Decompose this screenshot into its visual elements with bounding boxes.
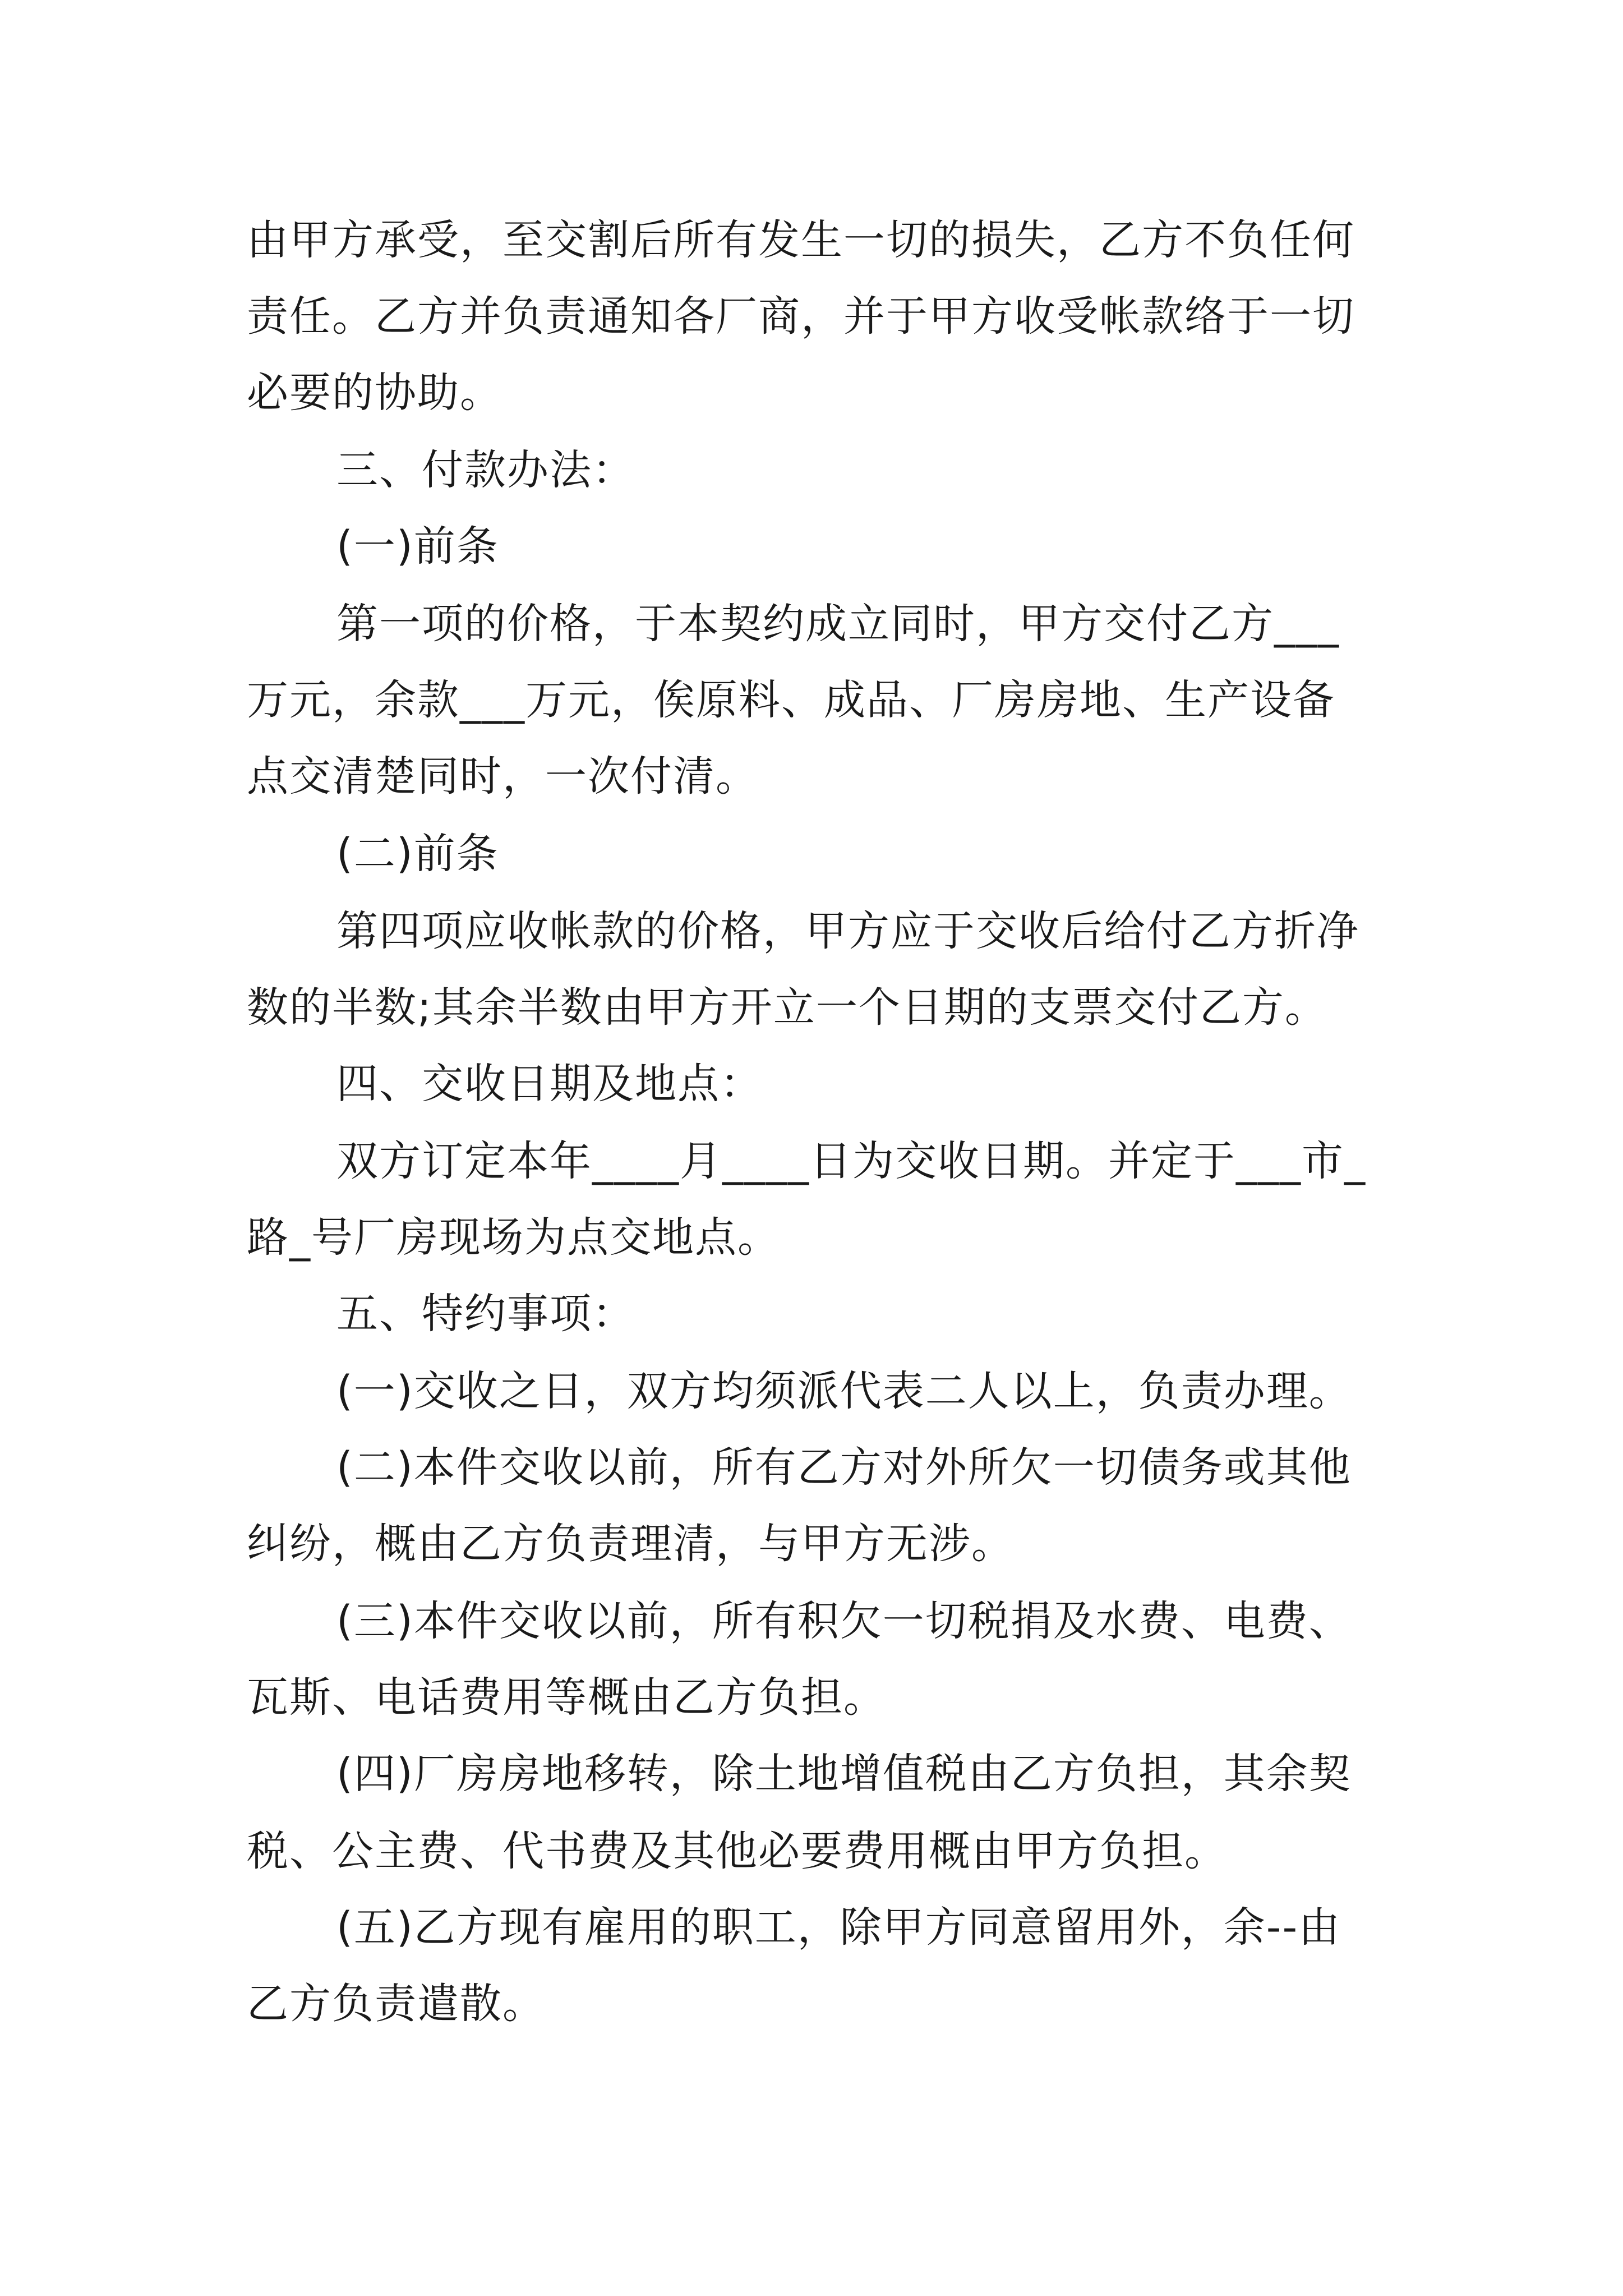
text-line-18: 纠纷，概由乙方负责理清，与甲方无涉。 — [247, 1520, 1014, 1568]
text-line-22: 税、公主费、代书费及其他必要费用概由甲方负担。 — [247, 1827, 1227, 1875]
section-heading-delivery: 四、交收日期及地点： — [336, 1060, 763, 1108]
section-heading-special-terms: 五、特约事项： — [336, 1290, 635, 1338]
text-line-17: (二)本件交收以前，所有乙方对外所欠一切债务或其他 — [336, 1443, 1352, 1492]
section-heading-payment: 三、付款办法： — [336, 446, 635, 494]
text-line-5: (一)前条 — [336, 522, 499, 570]
text-line-16: (一)交收之日，双方均须派代表二人以上，负责办理。 — [336, 1367, 1352, 1415]
text-line-20: 瓦斯、电话费用等概由乙方负担。 — [247, 1673, 886, 1722]
text-line-21: (四)厂房房地移转，除土地增值税由乙方负担，其余契 — [336, 1750, 1352, 1798]
text-line-13: 双方订定本年____月____日为交收日期。并定于___市_ — [336, 1137, 1366, 1185]
text-line-9: (二)前条 — [336, 830, 499, 878]
text-line-14: 路_号厂房现场为点交地点。 — [247, 1213, 780, 1262]
text-line-23: (五)乙方现有雇用的职工，除甲方同意留用外，余--由 — [336, 1903, 1341, 1952]
text-line-2: 责任。乙方并负责通知各厂商，并于甲方收受帐款络于一切 — [247, 292, 1355, 341]
text-line-10: 第四项应收帐款的价格，甲方应于交收后给付乙方折净 — [336, 907, 1359, 955]
text-line-19: (三)本件交收以前，所有积欠一切税捐及水费、电费、 — [336, 1597, 1352, 1645]
text-line-1: 由甲方承受，至交割后所有发生一切的损失，乙方不负任何 — [247, 216, 1355, 264]
text-line-7: 万元，余款___万元，俟原料、成品、厂房房地、生产设备 — [247, 676, 1335, 724]
text-line-8: 点交清楚同时，一次付清。 — [247, 752, 758, 800]
text-line-11: 数的半数;其余半数由甲方开立一个日期的支票交付乙方。 — [247, 983, 1327, 1032]
text-line-6: 第一项的价格，于本契约成立同时，甲方交付乙方___ — [336, 600, 1340, 648]
text-line-3: 必要的协助。 — [247, 369, 502, 417]
text-line-24: 乙方负责遣散。 — [247, 1980, 545, 2028]
